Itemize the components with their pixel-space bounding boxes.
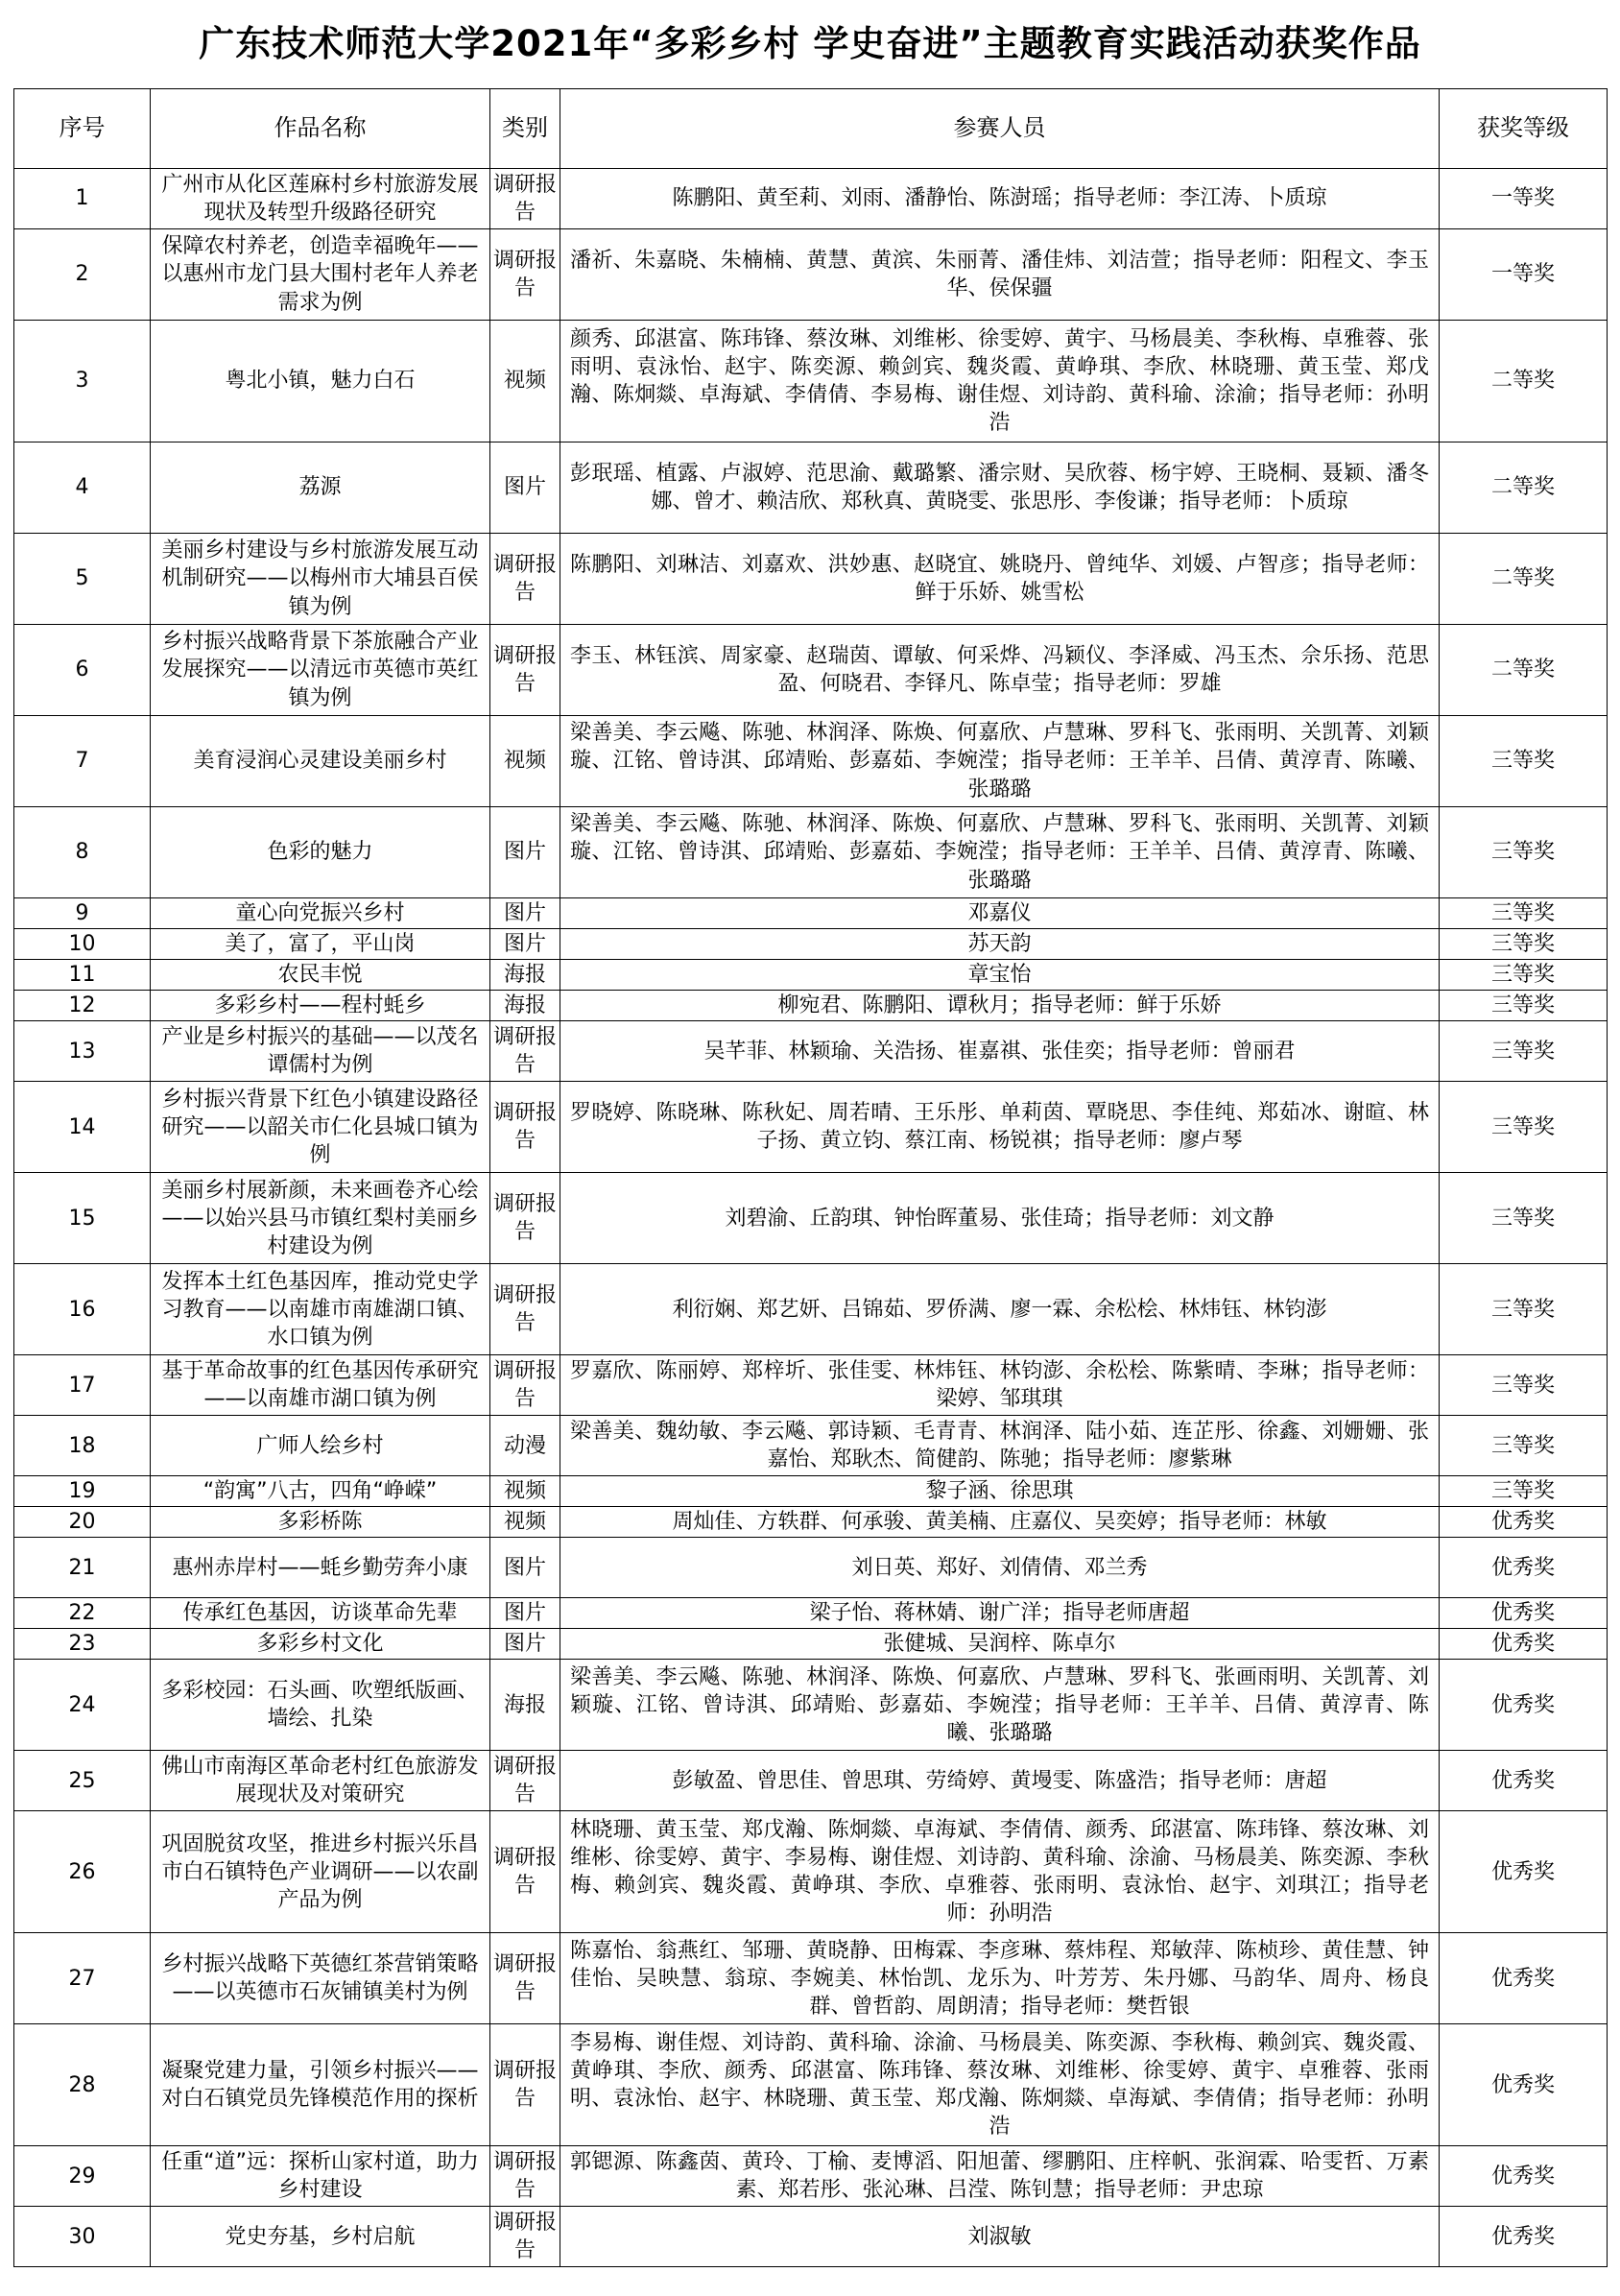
row-work-name: 佛山市南海区革命老村红色旅游发展现状及对策研究 xyxy=(151,1751,490,1811)
row-no: 3 xyxy=(14,321,151,442)
row-no: 5 xyxy=(14,534,151,625)
table-row xyxy=(14,1507,1608,1538)
row-work-name: 惠州赤岸村——蚝乡勤劳奔小康 xyxy=(151,1538,490,1598)
row-work-name: 基于革命故事的红色基因传承研究——以南雄市湖口镇为例 xyxy=(151,1355,490,1416)
row-participants: 颜秀、邱湛富、陈玮锋、蔡汝琳、刘维彬、徐雯婷、黄宇、马杨晨美、李秋梅、卓雅蓉、张雨明、袁泳怡、赵宇、陈奕源、赖剑宾、魏炎霞、黄峥琪、李欣、林晓珊、黄玉莹、郑戊瀚、陈炯燚、卓海斌、李倩倩、李易梅、谢佳煜、刘诗韵、黄科瑜、涂渝；指导老师：孙明浩 xyxy=(560,321,1440,442)
table-row xyxy=(14,960,1608,991)
row-award: 三等奖 xyxy=(1440,1355,1608,1416)
table-row xyxy=(14,1416,1608,1476)
row-category: 动漫 xyxy=(490,1416,560,1476)
row-participants: 梁善美、魏幼敏、李云飚、郭诗颖、毛青青、林润泽、陆小茹、连芷彤、徐鑫、刘姗姗、张嘉怡、郑耿杰、简健韵、陈驰；指导老师：廖紫琳 xyxy=(560,1416,1440,1476)
row-work-name: 农民丰悦 xyxy=(151,960,490,991)
row-award: 二等奖 xyxy=(1440,321,1608,442)
header-award: 获奖等级 xyxy=(1440,89,1608,169)
row-no: 25 xyxy=(14,1751,151,1811)
row-award: 优秀奖 xyxy=(1440,2024,1608,2146)
row-participants: 周灿佳、方轶群、何承骏、黄美楠、庄嘉仪、吴奕婷；指导老师：林敏 xyxy=(560,1507,1440,1538)
row-work-name: “韵寓”八古，四角“峥嵘” xyxy=(151,1476,490,1507)
row-category: 图片 xyxy=(490,898,560,929)
table-row xyxy=(14,1660,1608,1751)
row-participants: 潘祈、朱嘉晓、朱楠楠、黄慧、黄滨、朱丽菁、潘佳炜、刘洁萱；指导老师：阳程文、李玉华、侯保疆 xyxy=(560,229,1440,321)
row-award: 优秀奖 xyxy=(1440,1751,1608,1811)
table-row xyxy=(14,898,1608,929)
row-category: 调研报告 xyxy=(490,1933,560,2024)
row-category: 图片 xyxy=(490,1598,560,1629)
row-category: 调研报告 xyxy=(490,1264,560,1355)
header-row xyxy=(14,89,1608,169)
row-participants: 梁善美、李云飚、陈驰、林润泽、陈焕、何嘉欣、卢慧琳、罗科飞、张雨明、关凯菁、刘颖璇、江铭、曾诗淇、邱靖贻、彭嘉茹、李婉滢；指导老师：王羊羊、吕倩、黄淳青、陈曦、张璐璐 xyxy=(560,716,1440,807)
row-no: 7 xyxy=(14,716,151,807)
row-no: 8 xyxy=(14,807,151,898)
row-participants: 李玉、林钰滨、周家豪、赵瑞茵、谭敏、何采烨、冯颖仪、李泽威、冯玉杰、佘乐扬、范思盈、何晓君、李铎凡、陈卓莹；指导老师：罗雄 xyxy=(560,625,1440,716)
row-participants: 章宝怡 xyxy=(560,960,1440,991)
table-row xyxy=(14,534,1608,625)
header-people: 参赛人员 xyxy=(560,89,1440,169)
table-row xyxy=(14,1173,1608,1264)
row-category: 海报 xyxy=(490,960,560,991)
row-category: 调研报告 xyxy=(490,534,560,625)
row-no: 15 xyxy=(14,1173,151,1264)
row-category: 调研报告 xyxy=(490,229,560,321)
row-work-name: 美育浸润心灵建设美丽乡村 xyxy=(151,716,490,807)
header-no: 序号 xyxy=(14,89,151,169)
row-no: 1 xyxy=(14,169,151,229)
row-award: 一等奖 xyxy=(1440,169,1608,229)
row-category: 调研报告 xyxy=(490,2207,560,2267)
row-no: 6 xyxy=(14,625,151,716)
row-category: 图片 xyxy=(490,442,560,534)
row-no: 23 xyxy=(14,1629,151,1660)
row-no: 26 xyxy=(14,1811,151,1933)
row-participants: 利衍娴、郑艺妍、吕锦茹、罗侨满、廖一霖、余松桧、林炜钰、林钧澎 xyxy=(560,1264,1440,1355)
row-no: 18 xyxy=(14,1416,151,1476)
row-award: 三等奖 xyxy=(1440,929,1608,960)
row-category: 调研报告 xyxy=(490,2146,560,2207)
row-no: 4 xyxy=(14,442,151,534)
row-participants: 郭锶源、陈鑫茵、黄玲、丁榆、麦博滔、阳旭蕾、缪鹏阳、庄梓帆、张润霖、哈雯哲、万素素、郑若彤、张沁琳、吕滢、陈钊慧；指导老师：尹忠琼 xyxy=(560,2146,1440,2207)
row-participants: 罗嘉欣、陈丽婷、郑梓圻、张佳雯、林炜钰、林钧澎、余松桧、陈紫晴、李琳；指导老师：梁婷、邹琪琪 xyxy=(560,1355,1440,1416)
row-no: 9 xyxy=(14,898,151,929)
table-row xyxy=(14,169,1608,229)
row-participants: 李易梅、谢佳煜、刘诗韵、黄科瑜、涂渝、马杨晨美、陈奕源、李秋梅、赖剑宾、魏炎霞、黄峥琪、李欣、颜秀、邱湛富、陈玮锋、蔡汝琳、刘维彬、徐雯婷、黄宇、卓雅蓉、张雨明、袁泳怡、赵宇、林晓珊、黄玉莹、郑戊瀚、陈炯燚、卓海斌、李倩倩；指导老师：孙明浩 xyxy=(560,2024,1440,2146)
row-award: 二等奖 xyxy=(1440,442,1608,534)
row-no: 13 xyxy=(14,1021,151,1082)
row-work-name: 美了，富了，平山岗 xyxy=(151,929,490,960)
row-no: 20 xyxy=(14,1507,151,1538)
row-award: 优秀奖 xyxy=(1440,2146,1608,2207)
table-row xyxy=(14,2207,1608,2267)
row-work-name: 乡村振兴背景下红色小镇建设路径研究——以韶关市仁化县城口镇为例 xyxy=(151,1082,490,1173)
row-award: 优秀奖 xyxy=(1440,2207,1608,2267)
row-participants: 彭珉瑶、植露、卢淑婷、范思渝、戴璐繁、潘宗财、吴欣蓉、杨宇婷、王晓桐、聂颖、潘冬娜、曾才、赖洁欣、郑秋真、黄晓雯、张思彤、李俊谦；指导老师：卜质琼 xyxy=(560,442,1440,534)
row-no: 21 xyxy=(14,1538,151,1598)
row-category: 海报 xyxy=(490,991,560,1021)
row-award: 三等奖 xyxy=(1440,960,1608,991)
row-work-name: 巩固脱贫攻坚，推进乡村振兴乐昌市白石镇特色产业调研——以农副产品为例 xyxy=(151,1811,490,1933)
table-row xyxy=(14,321,1608,442)
row-work-name: 色彩的魅力 xyxy=(151,807,490,898)
row-participants: 陈鹏阳、黄至莉、刘雨、潘静怡、陈澍瑶；指导老师：李江涛、卜质琼 xyxy=(560,169,1440,229)
row-award: 优秀奖 xyxy=(1440,1538,1608,1598)
table-row xyxy=(14,1751,1608,1811)
row-no: 29 xyxy=(14,2146,151,2207)
row-participants: 陈嘉怡、翁燕红、邹珊、黄晓静、田梅霖、李彦琳、蔡炜程、郑敏萍、陈桢珍、黄佳慧、钟佳怡、吴映慧、翁琼、李婉美、林怡凯、龙乐为、叶芳芳、朱丹娜、马韵华、周舟、杨良群、曾哲韵、周朗清；指导老师：樊哲银 xyxy=(560,1933,1440,2024)
row-award: 三等奖 xyxy=(1440,716,1608,807)
row-participants: 刘碧渝、丘韵琪、钟怡晖董易、张佳琦；指导老师：刘文静 xyxy=(560,1173,1440,1264)
row-work-name: 多彩乡村文化 xyxy=(151,1629,490,1660)
row-no: 22 xyxy=(14,1598,151,1629)
row-category: 调研报告 xyxy=(490,1021,560,1082)
row-participants: 陈鹏阳、刘琳洁、刘嘉欢、洪妙惠、赵晓宜、姚晓丹、曾纯华、刘媛、卢智彦；指导老师：鲜于乐娇、姚雪松 xyxy=(560,534,1440,625)
row-work-name: 党史夯基，乡村启航 xyxy=(151,2207,490,2267)
row-category: 调研报告 xyxy=(490,2024,560,2146)
row-award: 优秀奖 xyxy=(1440,1507,1608,1538)
row-work-name: 凝聚党建力量，引领乡村振兴——对白石镇党员先锋模范作用的探析 xyxy=(151,2024,490,2146)
row-category: 海报 xyxy=(490,1660,560,1751)
table-row xyxy=(14,716,1608,807)
row-participants: 苏天韵 xyxy=(560,929,1440,960)
row-category: 调研报告 xyxy=(490,1173,560,1264)
row-award: 优秀奖 xyxy=(1440,1660,1608,1751)
page-title: 广东技术师范大学2021年“多彩乡村 学史奋进”主题教育实践活动获奖作品 xyxy=(199,23,1421,64)
table-row xyxy=(14,1082,1608,1173)
row-no: 16 xyxy=(14,1264,151,1355)
row-participants: 彭敏盈、曾思佳、曾思琪、劳绮婷、黄墁雯、陈盛浩；指导老师：唐超 xyxy=(560,1751,1440,1811)
table-row xyxy=(14,2146,1608,2207)
row-no: 24 xyxy=(14,1660,151,1751)
row-award: 二等奖 xyxy=(1440,534,1608,625)
row-category: 调研报告 xyxy=(490,1355,560,1416)
table-row xyxy=(14,1355,1608,1416)
header-category: 类别 xyxy=(490,89,560,169)
row-no: 11 xyxy=(14,960,151,991)
row-category: 图片 xyxy=(490,1538,560,1598)
row-award: 三等奖 xyxy=(1440,1082,1608,1173)
row-work-name: 乡村振兴战略下英德红茶营销策略——以英德市石灰铺镇美村为例 xyxy=(151,1933,490,2024)
row-no: 30 xyxy=(14,2207,151,2267)
row-no: 10 xyxy=(14,929,151,960)
row-award: 三等奖 xyxy=(1440,991,1608,1021)
row-category: 视频 xyxy=(490,1507,560,1538)
row-participants: 黎子涵、徐思琪 xyxy=(560,1476,1440,1507)
row-participants: 柳宛君、陈鹏阳、谭秋月；指导老师：鲜于乐娇 xyxy=(560,991,1440,1021)
table-row xyxy=(14,991,1608,1021)
table-row xyxy=(14,929,1608,960)
row-participants: 邓嘉仪 xyxy=(560,898,1440,929)
table-row xyxy=(14,1598,1608,1629)
row-award: 优秀奖 xyxy=(1440,1933,1608,2024)
row-category: 调研报告 xyxy=(490,1082,560,1173)
row-category: 视频 xyxy=(490,1476,560,1507)
row-category: 视频 xyxy=(490,716,560,807)
row-category: 调研报告 xyxy=(490,625,560,716)
table-row xyxy=(14,1629,1608,1660)
row-work-name: 粤北小镇，魅力白石 xyxy=(151,321,490,442)
row-work-name: 美丽乡村建设与乡村旅游发展互动机制研究——以梅州市大埔县百侯镇为例 xyxy=(151,534,490,625)
row-no: 27 xyxy=(14,1933,151,2024)
table-row xyxy=(14,1538,1608,1598)
header-name: 作品名称 xyxy=(151,89,490,169)
row-category: 调研报告 xyxy=(490,169,560,229)
row-award: 优秀奖 xyxy=(1440,1811,1608,1933)
row-category: 调研报告 xyxy=(490,1751,560,1811)
row-participants: 梁善美、李云飚、陈驰、林润泽、陈焕、何嘉欣、卢慧琳、罗科飞、张画雨明、关凯菁、刘颖璇、江铭、曾诗淇、邱靖贻、彭嘉茹、李婉滢；指导老师：王羊羊、吕倩、黄淳青、陈曦、张璐璐 xyxy=(560,1660,1440,1751)
table-row xyxy=(14,1476,1608,1507)
row-award: 优秀奖 xyxy=(1440,1598,1608,1629)
table-row xyxy=(14,807,1608,898)
row-award: 三等奖 xyxy=(1440,1476,1608,1507)
row-no: 17 xyxy=(14,1355,151,1416)
row-category: 视频 xyxy=(490,321,560,442)
row-award: 三等奖 xyxy=(1440,1173,1608,1264)
awards-table-container xyxy=(13,88,1607,2267)
table-body xyxy=(14,169,1608,2267)
row-work-name: 多彩桥陈 xyxy=(151,1507,490,1538)
table-row xyxy=(14,1933,1608,2024)
table-row xyxy=(14,1811,1608,1933)
row-award: 优秀奖 xyxy=(1440,1629,1608,1660)
row-work-name: 荔源 xyxy=(151,442,490,534)
row-work-name: 传承红色基因，访谈革命先辈 xyxy=(151,1598,490,1629)
row-participants: 张健城、吴润梓、陈卓尔 xyxy=(560,1629,1440,1660)
row-award: 二等奖 xyxy=(1440,625,1608,716)
row-award: 三等奖 xyxy=(1440,807,1608,898)
awards-table xyxy=(13,88,1608,2267)
table-row xyxy=(14,442,1608,534)
row-category: 图片 xyxy=(490,807,560,898)
row-participants: 吴芊菲、林颖瑜、关浩扬、崔嘉祺、张佳奕；指导老师：曾丽君 xyxy=(560,1021,1440,1082)
row-category: 调研报告 xyxy=(490,1811,560,1933)
row-work-name: 美丽乡村展新颜，未来画卷齐心绘——以始兴县马市镇红梨村美丽乡村建设为例 xyxy=(151,1173,490,1264)
row-work-name: 广州市从化区莲麻村乡村旅游发展现状及转型升级路径研究 xyxy=(151,169,490,229)
table-row xyxy=(14,1021,1608,1082)
row-award: 三等奖 xyxy=(1440,1021,1608,1082)
row-work-name: 发挥本土红色基因库，推动党史学习教育——以南雄市南雄湖口镇、水口镇为例 xyxy=(151,1264,490,1355)
row-work-name: 多彩校园：石头画、吹塑纸版画、墙绘、扎染 xyxy=(151,1660,490,1751)
row-participants: 梁善美、李云飚、陈驰、林润泽、陈焕、何嘉欣、卢慧琳、罗科飞、张雨明、关凯菁、刘颖璇、江铭、曾诗淇、邱靖贻、彭嘉茹、李婉滢；指导老师：王羊羊、吕倩、黄淳青、陈曦、张璐璐 xyxy=(560,807,1440,898)
row-category: 图片 xyxy=(490,929,560,960)
row-participants: 罗晓婷、陈晓琳、陈秋妃、周若晴、王乐彤、单莉茵、覃晓思、李佳纯、郑茹冰、谢暄、林子扬、黄立钧、蔡江南、杨锐祺；指导老师：廖卢琴 xyxy=(560,1082,1440,1173)
row-award: 三等奖 xyxy=(1440,1416,1608,1476)
row-work-name: 童心向党振兴乡村 xyxy=(151,898,490,929)
row-participants: 林晓珊、黄玉莹、郑戊瀚、陈炯燚、卓海斌、李倩倩、颜秀、邱湛富、陈玮锋、蔡汝琳、刘维彬、徐雯婷、黄宇、李易梅、谢佳煜、刘诗韵、黄科瑜、涂渝、马杨晨美、陈奕源、李秋梅、赖剑宾、魏炎霞、黄峥琪、李欣、卓雅蓉、张雨明、袁泳怡、赵宇、刘琪江；指导老师：孙明浩 xyxy=(560,1811,1440,1933)
table-row xyxy=(14,625,1608,716)
row-work-name: 保障农村养老，创造幸福晚年——以惠州市龙门县大围村老年人养老需求为例 xyxy=(151,229,490,321)
row-category: 图片 xyxy=(490,1629,560,1660)
row-work-name: 任重“道”远：探析山家村道，助力乡村建设 xyxy=(151,2146,490,2207)
row-work-name: 广师人绘乡村 xyxy=(151,1416,490,1476)
row-no: 12 xyxy=(14,991,151,1021)
row-award: 三等奖 xyxy=(1440,1264,1608,1355)
row-no: 2 xyxy=(14,229,151,321)
row-work-name: 多彩乡村——程村蚝乡 xyxy=(151,991,490,1021)
row-no: 19 xyxy=(14,1476,151,1507)
row-no: 28 xyxy=(14,2024,151,2146)
table-row xyxy=(14,2024,1608,2146)
row-award: 三等奖 xyxy=(1440,898,1608,929)
table-row xyxy=(14,1264,1608,1355)
row-participants: 刘日英、郑好、刘倩倩、邓兰秀 xyxy=(560,1538,1440,1598)
row-no: 14 xyxy=(14,1082,151,1173)
row-work-name: 乡村振兴战略背景下茶旅融合产业发展探究——以清远市英德市英红镇为例 xyxy=(151,625,490,716)
table-row xyxy=(14,229,1608,321)
row-work-name: 产业是乡村振兴的基础——以茂名谭儒村为例 xyxy=(151,1021,490,1082)
row-participants: 刘淑敏 xyxy=(560,2207,1440,2267)
row-award: 一等奖 xyxy=(1440,229,1608,321)
row-participants: 梁子怡、蒋林婧、谢广洋；指导老师唐超 xyxy=(560,1598,1440,1629)
